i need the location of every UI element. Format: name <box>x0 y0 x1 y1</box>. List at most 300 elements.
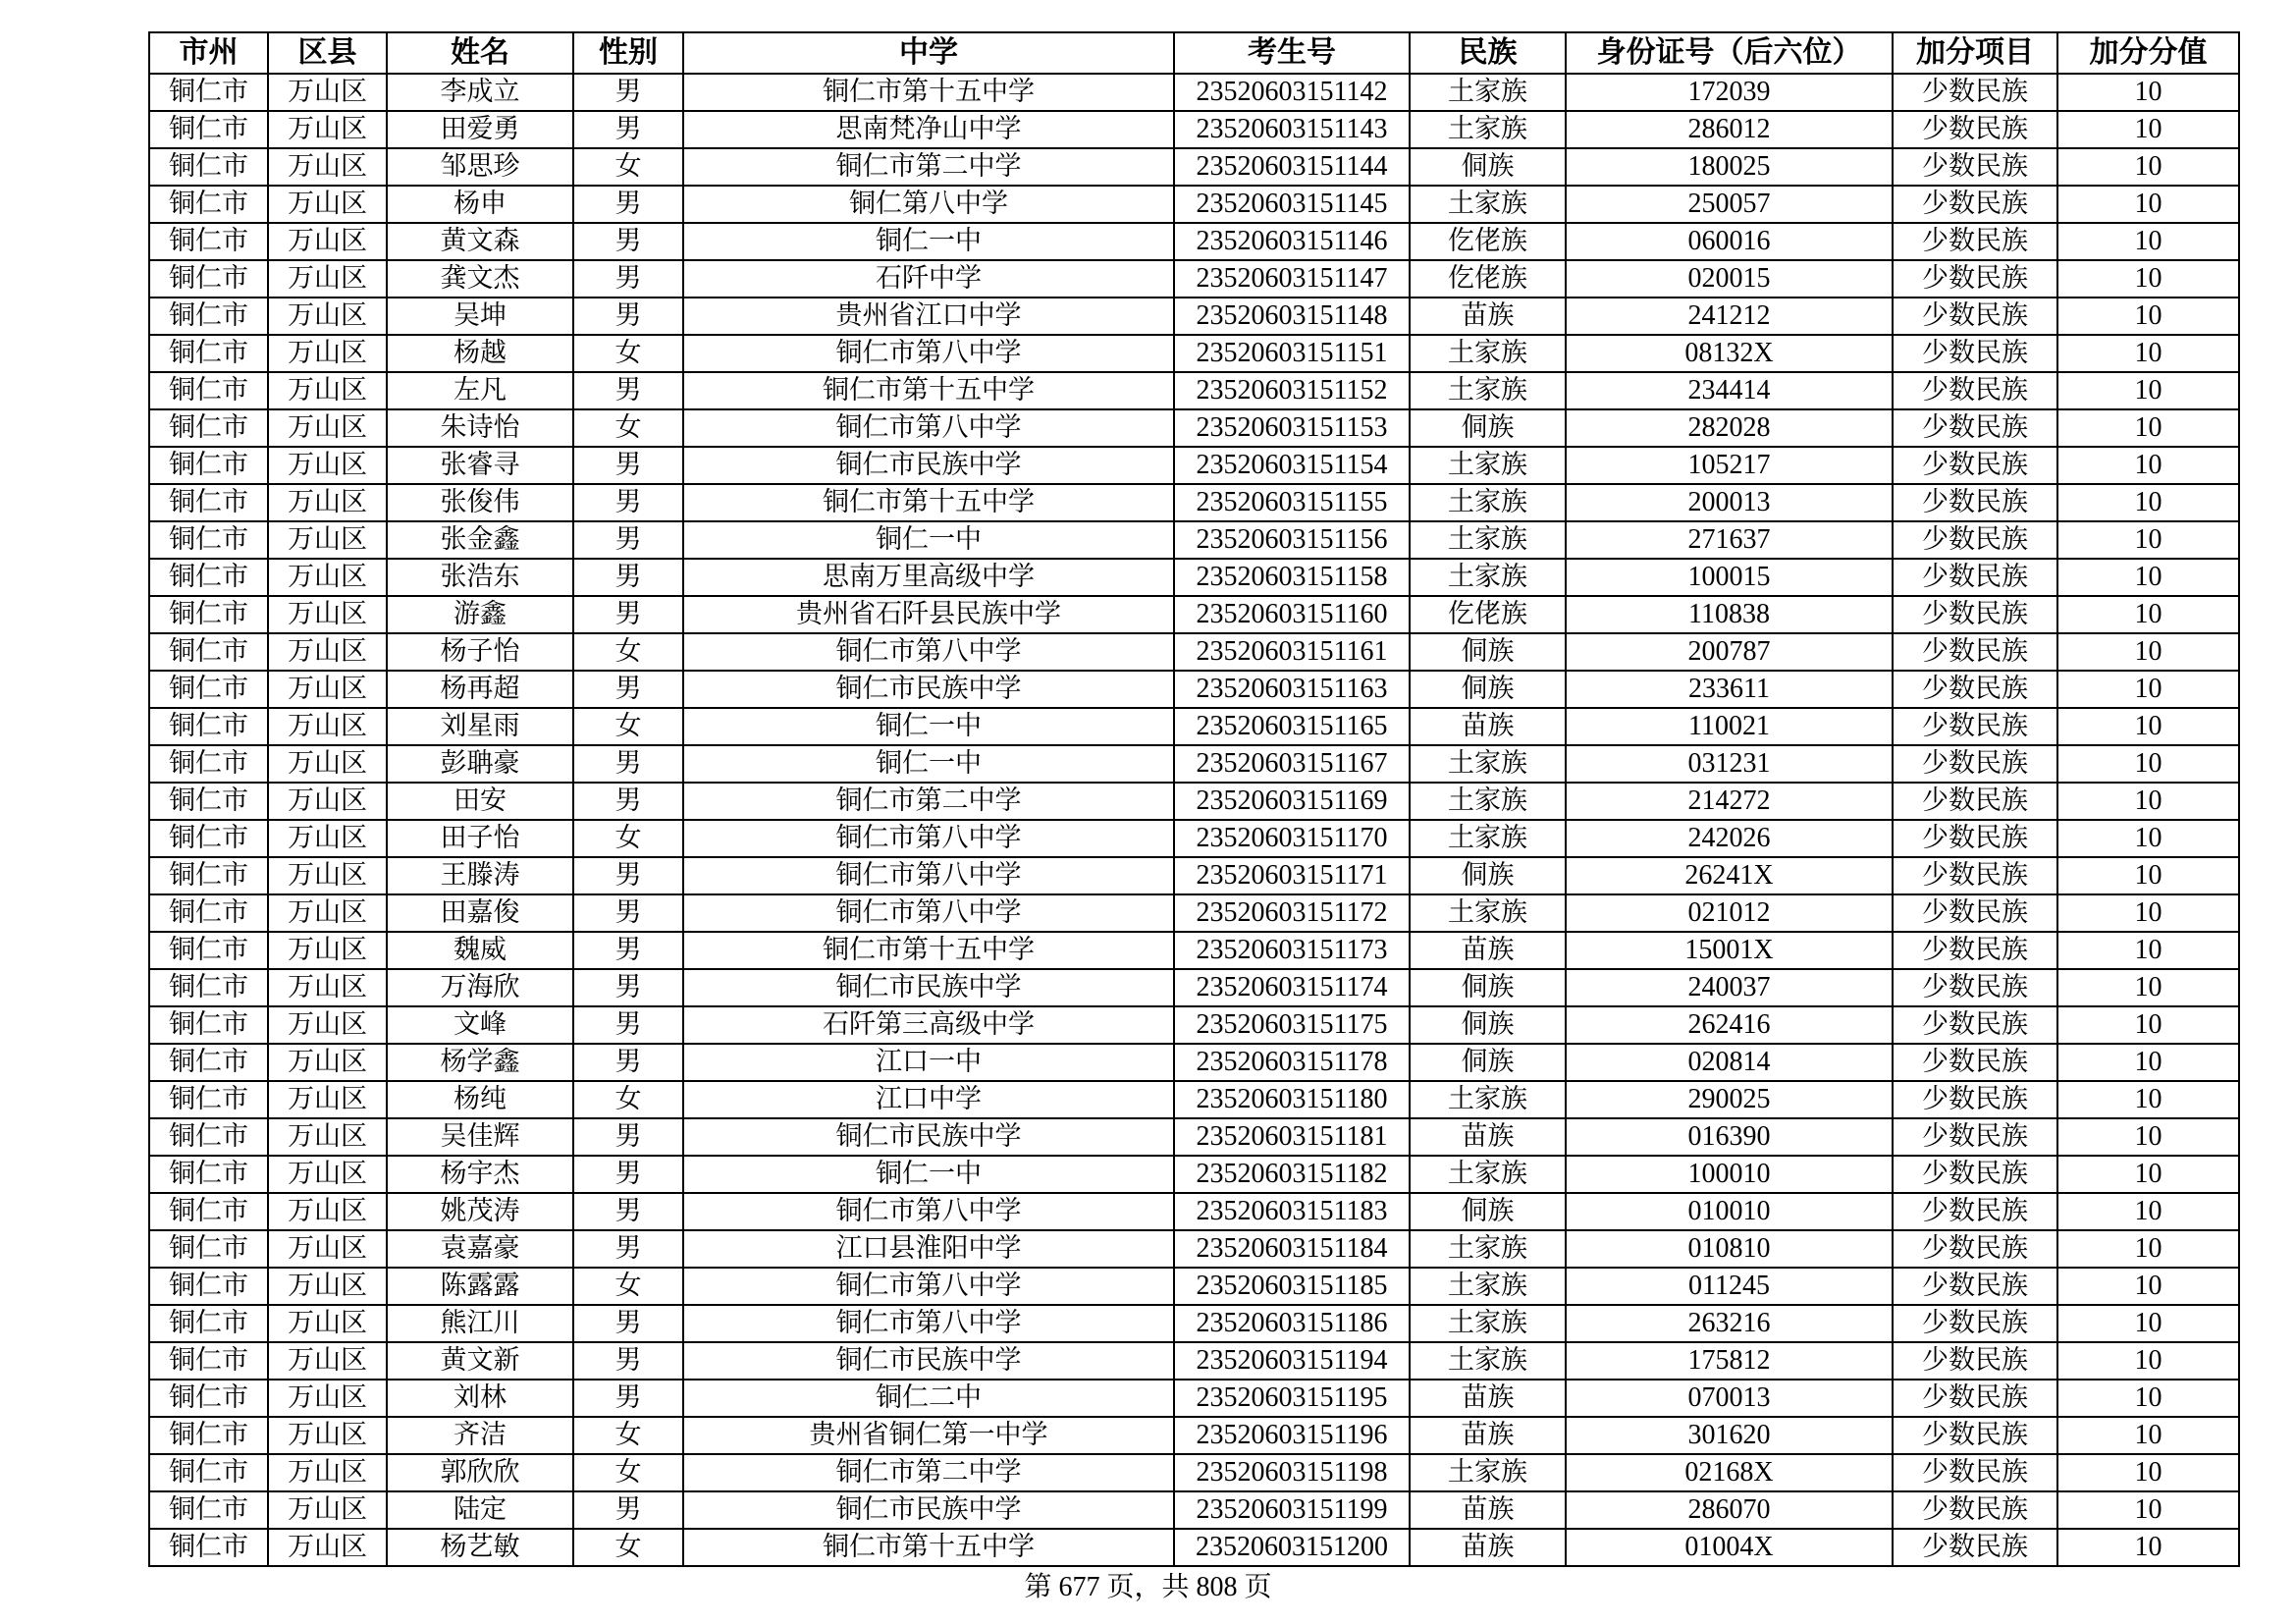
ethnicity-cell: 土家族 <box>1410 1156 1566 1193</box>
id-last-six-cell: 233611 <box>1566 671 1893 708</box>
ethnicity-cell: 土家族 <box>1410 111 1566 148</box>
district-cell: 万山区 <box>268 1006 387 1044</box>
bonus-item-cell: 少数民族 <box>1893 596 2057 633</box>
school-cell: 石阡第三高级中学 <box>683 1006 1174 1044</box>
id-last-six-cell: 262416 <box>1566 1006 1893 1044</box>
ethnicity-cell: 土家族 <box>1410 559 1566 596</box>
school-cell: 铜仁第八中学 <box>683 186 1174 223</box>
table-row <box>149 1193 2239 1230</box>
id-last-six-cell: 200787 <box>1566 633 1893 671</box>
id-last-six-cell: 100015 <box>1566 559 1893 596</box>
table-row <box>149 745 2239 783</box>
header-ethnicity: 民族 <box>1410 32 1566 74</box>
bonus-value-cell: 10 <box>2057 969 2239 1006</box>
exam-number-cell: 23520603151144 <box>1174 148 1410 186</box>
ethnicity-cell: 土家族 <box>1410 1305 1566 1342</box>
table-row <box>149 969 2239 1006</box>
bonus-item-cell: 少数民族 <box>1893 969 2057 1006</box>
id-last-six-cell: 016390 <box>1566 1118 1893 1156</box>
header-exam-number: 考生号 <box>1174 32 1410 74</box>
school-cell: 铜仁市第八中学 <box>683 820 1174 857</box>
bonus-item-cell: 少数民族 <box>1893 1230 2057 1268</box>
district-cell: 万山区 <box>268 409 387 447</box>
id-last-six-cell: 242026 <box>1566 820 1893 857</box>
school-cell: 铜仁一中 <box>683 1156 1174 1193</box>
name-cell: 彭聃豪 <box>387 745 573 783</box>
city-cell: 铜仁市 <box>149 1044 268 1081</box>
exam-number-cell: 23520603151158 <box>1174 559 1410 596</box>
bonus-value-cell: 10 <box>2057 1491 2239 1529</box>
city-cell: 铜仁市 <box>149 1006 268 1044</box>
bonus-value-cell: 10 <box>2057 447 2239 484</box>
name-cell: 郭欣欣 <box>387 1454 573 1491</box>
header-bonus-value: 加分分值 <box>2057 32 2239 74</box>
ethnicity-cell: 土家族 <box>1410 521 1566 559</box>
exam-number-cell: 23520603151153 <box>1174 409 1410 447</box>
name-cell: 邹思珍 <box>387 148 573 186</box>
bonus-value-cell: 10 <box>2057 409 2239 447</box>
bonus-value-cell: 10 <box>2057 148 2239 186</box>
id-last-six-cell: 180025 <box>1566 148 1893 186</box>
bonus-value-cell: 10 <box>2057 335 2239 372</box>
exam-number-cell: 23520603151148 <box>1174 298 1410 335</box>
city-cell: 铜仁市 <box>149 74 268 111</box>
bonus-item-cell: 少数民族 <box>1893 1305 2057 1342</box>
id-last-six-cell: 010810 <box>1566 1230 1893 1268</box>
id-last-six-cell: 105217 <box>1566 447 1893 484</box>
gender-cell: 男 <box>573 671 683 708</box>
ethnicity-cell: 侗族 <box>1410 1044 1566 1081</box>
name-cell: 左凡 <box>387 372 573 409</box>
city-cell: 铜仁市 <box>149 1156 268 1193</box>
gender-cell: 男 <box>573 1118 683 1156</box>
bonus-value-cell: 10 <box>2057 111 2239 148</box>
city-cell: 铜仁市 <box>149 783 268 820</box>
ethnicity-cell: 侗族 <box>1410 633 1566 671</box>
bonus-item-cell: 少数民族 <box>1893 223 2057 260</box>
exam-number-cell: 23520603151163 <box>1174 671 1410 708</box>
bonus-value-cell: 10 <box>2057 1454 2239 1491</box>
table-row <box>149 596 2239 633</box>
bonus-value-cell: 10 <box>2057 484 2239 521</box>
gender-cell: 女 <box>573 820 683 857</box>
id-last-six-cell: 100010 <box>1566 1156 1893 1193</box>
ethnicity-cell: 土家族 <box>1410 1454 1566 1491</box>
id-last-six-cell: 020814 <box>1566 1044 1893 1081</box>
name-cell: 田子怡 <box>387 820 573 857</box>
gender-cell: 男 <box>573 1156 683 1193</box>
table-row <box>149 372 2239 409</box>
school-cell: 铜仁市民族中学 <box>683 969 1174 1006</box>
header-city: 市州 <box>149 32 268 74</box>
bonus-value-cell: 10 <box>2057 820 2239 857</box>
exam-number-cell: 23520603151184 <box>1174 1230 1410 1268</box>
gender-cell: 男 <box>573 484 683 521</box>
name-cell: 杨宇杰 <box>387 1156 573 1193</box>
district-cell: 万山区 <box>268 111 387 148</box>
exam-number-cell: 23520603151151 <box>1174 335 1410 372</box>
school-cell: 铜仁市民族中学 <box>683 1118 1174 1156</box>
table-body <box>149 74 2239 1566</box>
ethnicity-cell: 仡佬族 <box>1410 596 1566 633</box>
name-cell: 万海欣 <box>387 969 573 1006</box>
name-cell: 杨艺敏 <box>387 1529 573 1566</box>
exam-number-cell: 23520603151154 <box>1174 447 1410 484</box>
bonus-value-cell: 10 <box>2057 1230 2239 1268</box>
page-footer: 第 677 页，共 808 页 <box>1024 1572 1272 1602</box>
school-cell: 江口县淮阳中学 <box>683 1230 1174 1268</box>
ethnicity-cell: 侗族 <box>1410 857 1566 894</box>
gender-cell: 男 <box>573 932 683 969</box>
table-row <box>149 223 2239 260</box>
exam-number-cell: 23520603151181 <box>1174 1118 1410 1156</box>
school-cell: 思南万里高级中学 <box>683 559 1174 596</box>
school-cell: 铜仁一中 <box>683 223 1174 260</box>
bonus-value-cell: 10 <box>2057 783 2239 820</box>
exam-number-cell: 23520603151156 <box>1174 521 1410 559</box>
bonus-value-cell: 10 <box>2057 1305 2239 1342</box>
gender-cell: 女 <box>573 1081 683 1118</box>
ethnicity-cell: 苗族 <box>1410 1529 1566 1566</box>
district-cell: 万山区 <box>268 1417 387 1454</box>
city-cell: 铜仁市 <box>149 708 268 745</box>
gender-cell: 男 <box>573 1044 683 1081</box>
bonus-value-cell: 10 <box>2057 1193 2239 1230</box>
name-cell: 李成立 <box>387 74 573 111</box>
table-row <box>149 1081 2239 1118</box>
bonus-item-cell: 少数民族 <box>1893 671 2057 708</box>
header-id-last-six: 身份证号（后六位） <box>1566 32 1893 74</box>
ethnicity-cell: 仡佬族 <box>1410 223 1566 260</box>
table-row <box>149 1380 2239 1417</box>
name-cell: 朱诗怡 <box>387 409 573 447</box>
gender-cell: 男 <box>573 74 683 111</box>
city-cell: 铜仁市 <box>149 559 268 596</box>
school-cell: 铜仁一中 <box>683 708 1174 745</box>
gender-cell: 男 <box>573 186 683 223</box>
district-cell: 万山区 <box>268 1268 387 1305</box>
district-cell: 万山区 <box>268 1529 387 1566</box>
city-cell: 铜仁市 <box>149 1454 268 1491</box>
district-cell: 万山区 <box>268 223 387 260</box>
gender-cell: 男 <box>573 1342 683 1380</box>
name-cell: 熊江川 <box>387 1305 573 1342</box>
ethnicity-cell: 苗族 <box>1410 1380 1566 1417</box>
city-cell: 铜仁市 <box>149 633 268 671</box>
ethnicity-cell: 苗族 <box>1410 1118 1566 1156</box>
table-row <box>149 633 2239 671</box>
bonus-item-cell: 少数民族 <box>1893 1268 2057 1305</box>
ethnicity-cell: 侗族 <box>1410 1193 1566 1230</box>
bonus-item-cell: 少数民族 <box>1893 74 2057 111</box>
district-cell: 万山区 <box>268 298 387 335</box>
table-row <box>149 1454 2239 1491</box>
district-cell: 万山区 <box>268 1342 387 1380</box>
district-cell: 万山区 <box>268 186 387 223</box>
bonus-item-cell: 少数民族 <box>1893 1006 2057 1044</box>
ethnicity-cell: 土家族 <box>1410 1268 1566 1305</box>
gender-cell: 男 <box>573 111 683 148</box>
table-row <box>149 1118 2239 1156</box>
ethnicity-cell: 土家族 <box>1410 186 1566 223</box>
table-row <box>149 1044 2239 1081</box>
city-cell: 铜仁市 <box>149 932 268 969</box>
district-cell: 万山区 <box>268 1156 387 1193</box>
city-cell: 铜仁市 <box>149 1380 268 1417</box>
table-row <box>149 74 2239 111</box>
ethnicity-cell: 苗族 <box>1410 708 1566 745</box>
id-last-six-cell: 110021 <box>1566 708 1893 745</box>
city-cell: 铜仁市 <box>149 969 268 1006</box>
ethnicity-cell: 土家族 <box>1410 447 1566 484</box>
bonus-item-cell: 少数民族 <box>1893 1380 2057 1417</box>
bonus-value-cell: 10 <box>2057 559 2239 596</box>
ethnicity-cell: 土家族 <box>1410 745 1566 783</box>
name-cell: 陈露露 <box>387 1268 573 1305</box>
exam-number-cell: 23520603151195 <box>1174 1380 1410 1417</box>
city-cell: 铜仁市 <box>149 857 268 894</box>
id-last-six-cell: 060016 <box>1566 223 1893 260</box>
bonus-value-cell: 10 <box>2057 745 2239 783</box>
bonus-value-cell: 10 <box>2057 932 2239 969</box>
gender-cell: 男 <box>573 745 683 783</box>
exam-number-cell: 23520603151182 <box>1174 1156 1410 1193</box>
name-cell: 姚茂涛 <box>387 1193 573 1230</box>
table-row <box>149 447 2239 484</box>
gender-cell: 女 <box>573 1529 683 1566</box>
ethnicity-cell: 土家族 <box>1410 372 1566 409</box>
table-row <box>149 820 2239 857</box>
id-last-six-cell: 26241X <box>1566 857 1893 894</box>
district-cell: 万山区 <box>268 1380 387 1417</box>
ethnicity-cell: 土家族 <box>1410 484 1566 521</box>
school-cell: 石阡中学 <box>683 260 1174 298</box>
gender-cell: 女 <box>573 1268 683 1305</box>
exam-number-cell: 23520603151161 <box>1174 633 1410 671</box>
exam-number-cell: 23520603151180 <box>1174 1081 1410 1118</box>
school-cell: 铜仁市第十五中学 <box>683 372 1174 409</box>
exam-number-cell: 23520603151152 <box>1174 372 1410 409</box>
gender-cell: 男 <box>573 260 683 298</box>
table-row <box>149 1156 2239 1193</box>
gender-cell: 男 <box>573 559 683 596</box>
school-cell: 铜仁市第十五中学 <box>683 1529 1174 1566</box>
district-cell: 万山区 <box>268 1305 387 1342</box>
ethnicity-cell: 土家族 <box>1410 820 1566 857</box>
table-row <box>149 1417 2239 1454</box>
bonus-value-cell: 10 <box>2057 708 2239 745</box>
name-cell: 陆定 <box>387 1491 573 1529</box>
name-cell: 杨再超 <box>387 671 573 708</box>
bonus-item-cell: 少数民族 <box>1893 1342 2057 1380</box>
name-cell: 张浩东 <box>387 559 573 596</box>
exam-number-cell: 23520603151185 <box>1174 1268 1410 1305</box>
school-cell: 铜仁一中 <box>683 521 1174 559</box>
table-row <box>149 894 2239 932</box>
bonus-points-table <box>148 31 2240 1567</box>
school-cell: 铜仁市第八中学 <box>683 857 1174 894</box>
district-cell: 万山区 <box>268 820 387 857</box>
district-cell: 万山区 <box>268 260 387 298</box>
exam-number-cell: 23520603151155 <box>1174 484 1410 521</box>
district-cell: 万山区 <box>268 447 387 484</box>
school-cell: 思南梵净山中学 <box>683 111 1174 148</box>
table-row <box>149 186 2239 223</box>
school-cell: 铜仁市民族中学 <box>683 1491 1174 1529</box>
header-gender: 性别 <box>573 32 683 74</box>
id-last-six-cell: 02168X <box>1566 1454 1893 1491</box>
exam-number-cell: 23520603151142 <box>1174 74 1410 111</box>
header-school: 中学 <box>683 32 1174 74</box>
district-cell: 万山区 <box>268 1118 387 1156</box>
name-cell: 王滕涛 <box>387 857 573 894</box>
bonus-item-cell: 少数民族 <box>1893 894 2057 932</box>
gender-cell: 女 <box>573 708 683 745</box>
city-cell: 铜仁市 <box>149 521 268 559</box>
exam-number-cell: 23520603151183 <box>1174 1193 1410 1230</box>
city-cell: 铜仁市 <box>149 484 268 521</box>
id-last-six-cell: 290025 <box>1566 1081 1893 1118</box>
gender-cell: 女 <box>573 1454 683 1491</box>
name-cell: 张俊伟 <box>387 484 573 521</box>
exam-number-cell: 23520603151200 <box>1174 1529 1410 1566</box>
name-cell: 文峰 <box>387 1006 573 1044</box>
school-cell: 铜仁市第八中学 <box>683 894 1174 932</box>
table-row <box>149 671 2239 708</box>
school-cell: 铜仁市第八中学 <box>683 1268 1174 1305</box>
bonus-value-cell: 10 <box>2057 1006 2239 1044</box>
bonus-item-cell: 少数民族 <box>1893 1156 2057 1193</box>
id-last-six-cell: 021012 <box>1566 894 1893 932</box>
bonus-value-cell: 10 <box>2057 596 2239 633</box>
bonus-value-cell: 10 <box>2057 1342 2239 1380</box>
name-cell: 张睿寻 <box>387 447 573 484</box>
bonus-item-cell: 少数民族 <box>1893 820 2057 857</box>
city-cell: 铜仁市 <box>149 1491 268 1529</box>
table-row <box>149 932 2239 969</box>
bonus-value-cell: 10 <box>2057 372 2239 409</box>
ethnicity-cell: 土家族 <box>1410 1230 1566 1268</box>
ethnicity-cell: 苗族 <box>1410 1417 1566 1454</box>
district-cell: 万山区 <box>268 335 387 372</box>
school-cell: 铜仁市民族中学 <box>683 447 1174 484</box>
id-last-six-cell: 010010 <box>1566 1193 1893 1230</box>
exam-number-cell: 23520603151198 <box>1174 1454 1410 1491</box>
district-cell: 万山区 <box>268 1491 387 1529</box>
bonus-value-cell: 10 <box>2057 671 2239 708</box>
ethnicity-cell: 侗族 <box>1410 671 1566 708</box>
district-cell: 万山区 <box>268 633 387 671</box>
table-row <box>149 1268 2239 1305</box>
bonus-item-cell: 少数民族 <box>1893 447 2057 484</box>
ethnicity-cell: 侗族 <box>1410 409 1566 447</box>
gender-cell: 男 <box>573 1193 683 1230</box>
table-row <box>149 1529 2239 1566</box>
name-cell: 杨越 <box>387 335 573 372</box>
id-last-six-cell: 240037 <box>1566 969 1893 1006</box>
district-cell: 万山区 <box>268 1044 387 1081</box>
id-last-six-cell: 282028 <box>1566 409 1893 447</box>
name-cell: 杨纯 <box>387 1081 573 1118</box>
name-cell: 黄文森 <box>387 223 573 260</box>
bonus-item-cell: 少数民族 <box>1893 409 2057 447</box>
gender-cell: 男 <box>573 447 683 484</box>
bonus-item-cell: 少数民族 <box>1893 484 2057 521</box>
bonus-value-cell: 10 <box>2057 857 2239 894</box>
id-last-six-cell: 241212 <box>1566 298 1893 335</box>
exam-number-cell: 23520603151147 <box>1174 260 1410 298</box>
district-cell: 万山区 <box>268 1454 387 1491</box>
district-cell: 万山区 <box>268 783 387 820</box>
name-cell: 魏威 <box>387 932 573 969</box>
school-cell: 江口中学 <box>683 1081 1174 1118</box>
ethnicity-cell: 土家族 <box>1410 1081 1566 1118</box>
table-header-row <box>149 32 2239 74</box>
bonus-item-cell: 少数民族 <box>1893 111 2057 148</box>
id-last-six-cell: 031231 <box>1566 745 1893 783</box>
district-cell: 万山区 <box>268 857 387 894</box>
bonus-value-cell: 10 <box>2057 74 2239 111</box>
bonus-value-cell: 10 <box>2057 260 2239 298</box>
id-last-six-cell: 15001X <box>1566 932 1893 969</box>
table-row <box>149 1230 2239 1268</box>
name-cell: 杨学鑫 <box>387 1044 573 1081</box>
gender-cell: 男 <box>573 1380 683 1417</box>
school-cell: 铜仁市第八中学 <box>683 633 1174 671</box>
school-cell: 铜仁市第二中学 <box>683 783 1174 820</box>
district-cell: 万山区 <box>268 932 387 969</box>
id-last-six-cell: 020015 <box>1566 260 1893 298</box>
bonus-item-cell: 少数民族 <box>1893 1081 2057 1118</box>
city-cell: 铜仁市 <box>149 335 268 372</box>
table-row <box>149 559 2239 596</box>
bonus-item-cell: 少数民族 <box>1893 521 2057 559</box>
district-cell: 万山区 <box>268 1193 387 1230</box>
school-cell: 铜仁市第八中学 <box>683 335 1174 372</box>
bonus-value-cell: 10 <box>2057 186 2239 223</box>
school-cell: 江口一中 <box>683 1044 1174 1081</box>
name-cell: 齐洁 <box>387 1417 573 1454</box>
bonus-value-cell: 10 <box>2057 1156 2239 1193</box>
gender-cell: 女 <box>573 335 683 372</box>
bonus-item-cell: 少数民族 <box>1893 633 2057 671</box>
city-cell: 铜仁市 <box>149 111 268 148</box>
id-last-six-cell: 286012 <box>1566 111 1893 148</box>
ethnicity-cell: 苗族 <box>1410 298 1566 335</box>
table-row <box>149 111 2239 148</box>
id-last-six-cell: 271637 <box>1566 521 1893 559</box>
city-cell: 铜仁市 <box>149 671 268 708</box>
bonus-item-cell: 少数民族 <box>1893 1044 2057 1081</box>
name-cell: 刘林 <box>387 1380 573 1417</box>
header-name: 姓名 <box>387 32 573 74</box>
table-row <box>149 484 2239 521</box>
bonus-item-cell: 少数民族 <box>1893 783 2057 820</box>
school-cell: 铜仁一中 <box>683 745 1174 783</box>
id-last-six-cell: 301620 <box>1566 1417 1893 1454</box>
exam-number-cell: 23520603151174 <box>1174 969 1410 1006</box>
bonus-item-cell: 少数民族 <box>1893 559 2057 596</box>
name-cell: 袁嘉豪 <box>387 1230 573 1268</box>
exam-number-cell: 23520603151194 <box>1174 1342 1410 1380</box>
exam-number-cell: 23520603151167 <box>1174 745 1410 783</box>
gender-cell: 女 <box>573 633 683 671</box>
district-cell: 万山区 <box>268 1230 387 1268</box>
bonus-value-cell: 10 <box>2057 1044 2239 1081</box>
bonus-item-cell: 少数民族 <box>1893 186 2057 223</box>
city-cell: 铜仁市 <box>149 409 268 447</box>
id-last-six-cell: 08132X <box>1566 335 1893 372</box>
